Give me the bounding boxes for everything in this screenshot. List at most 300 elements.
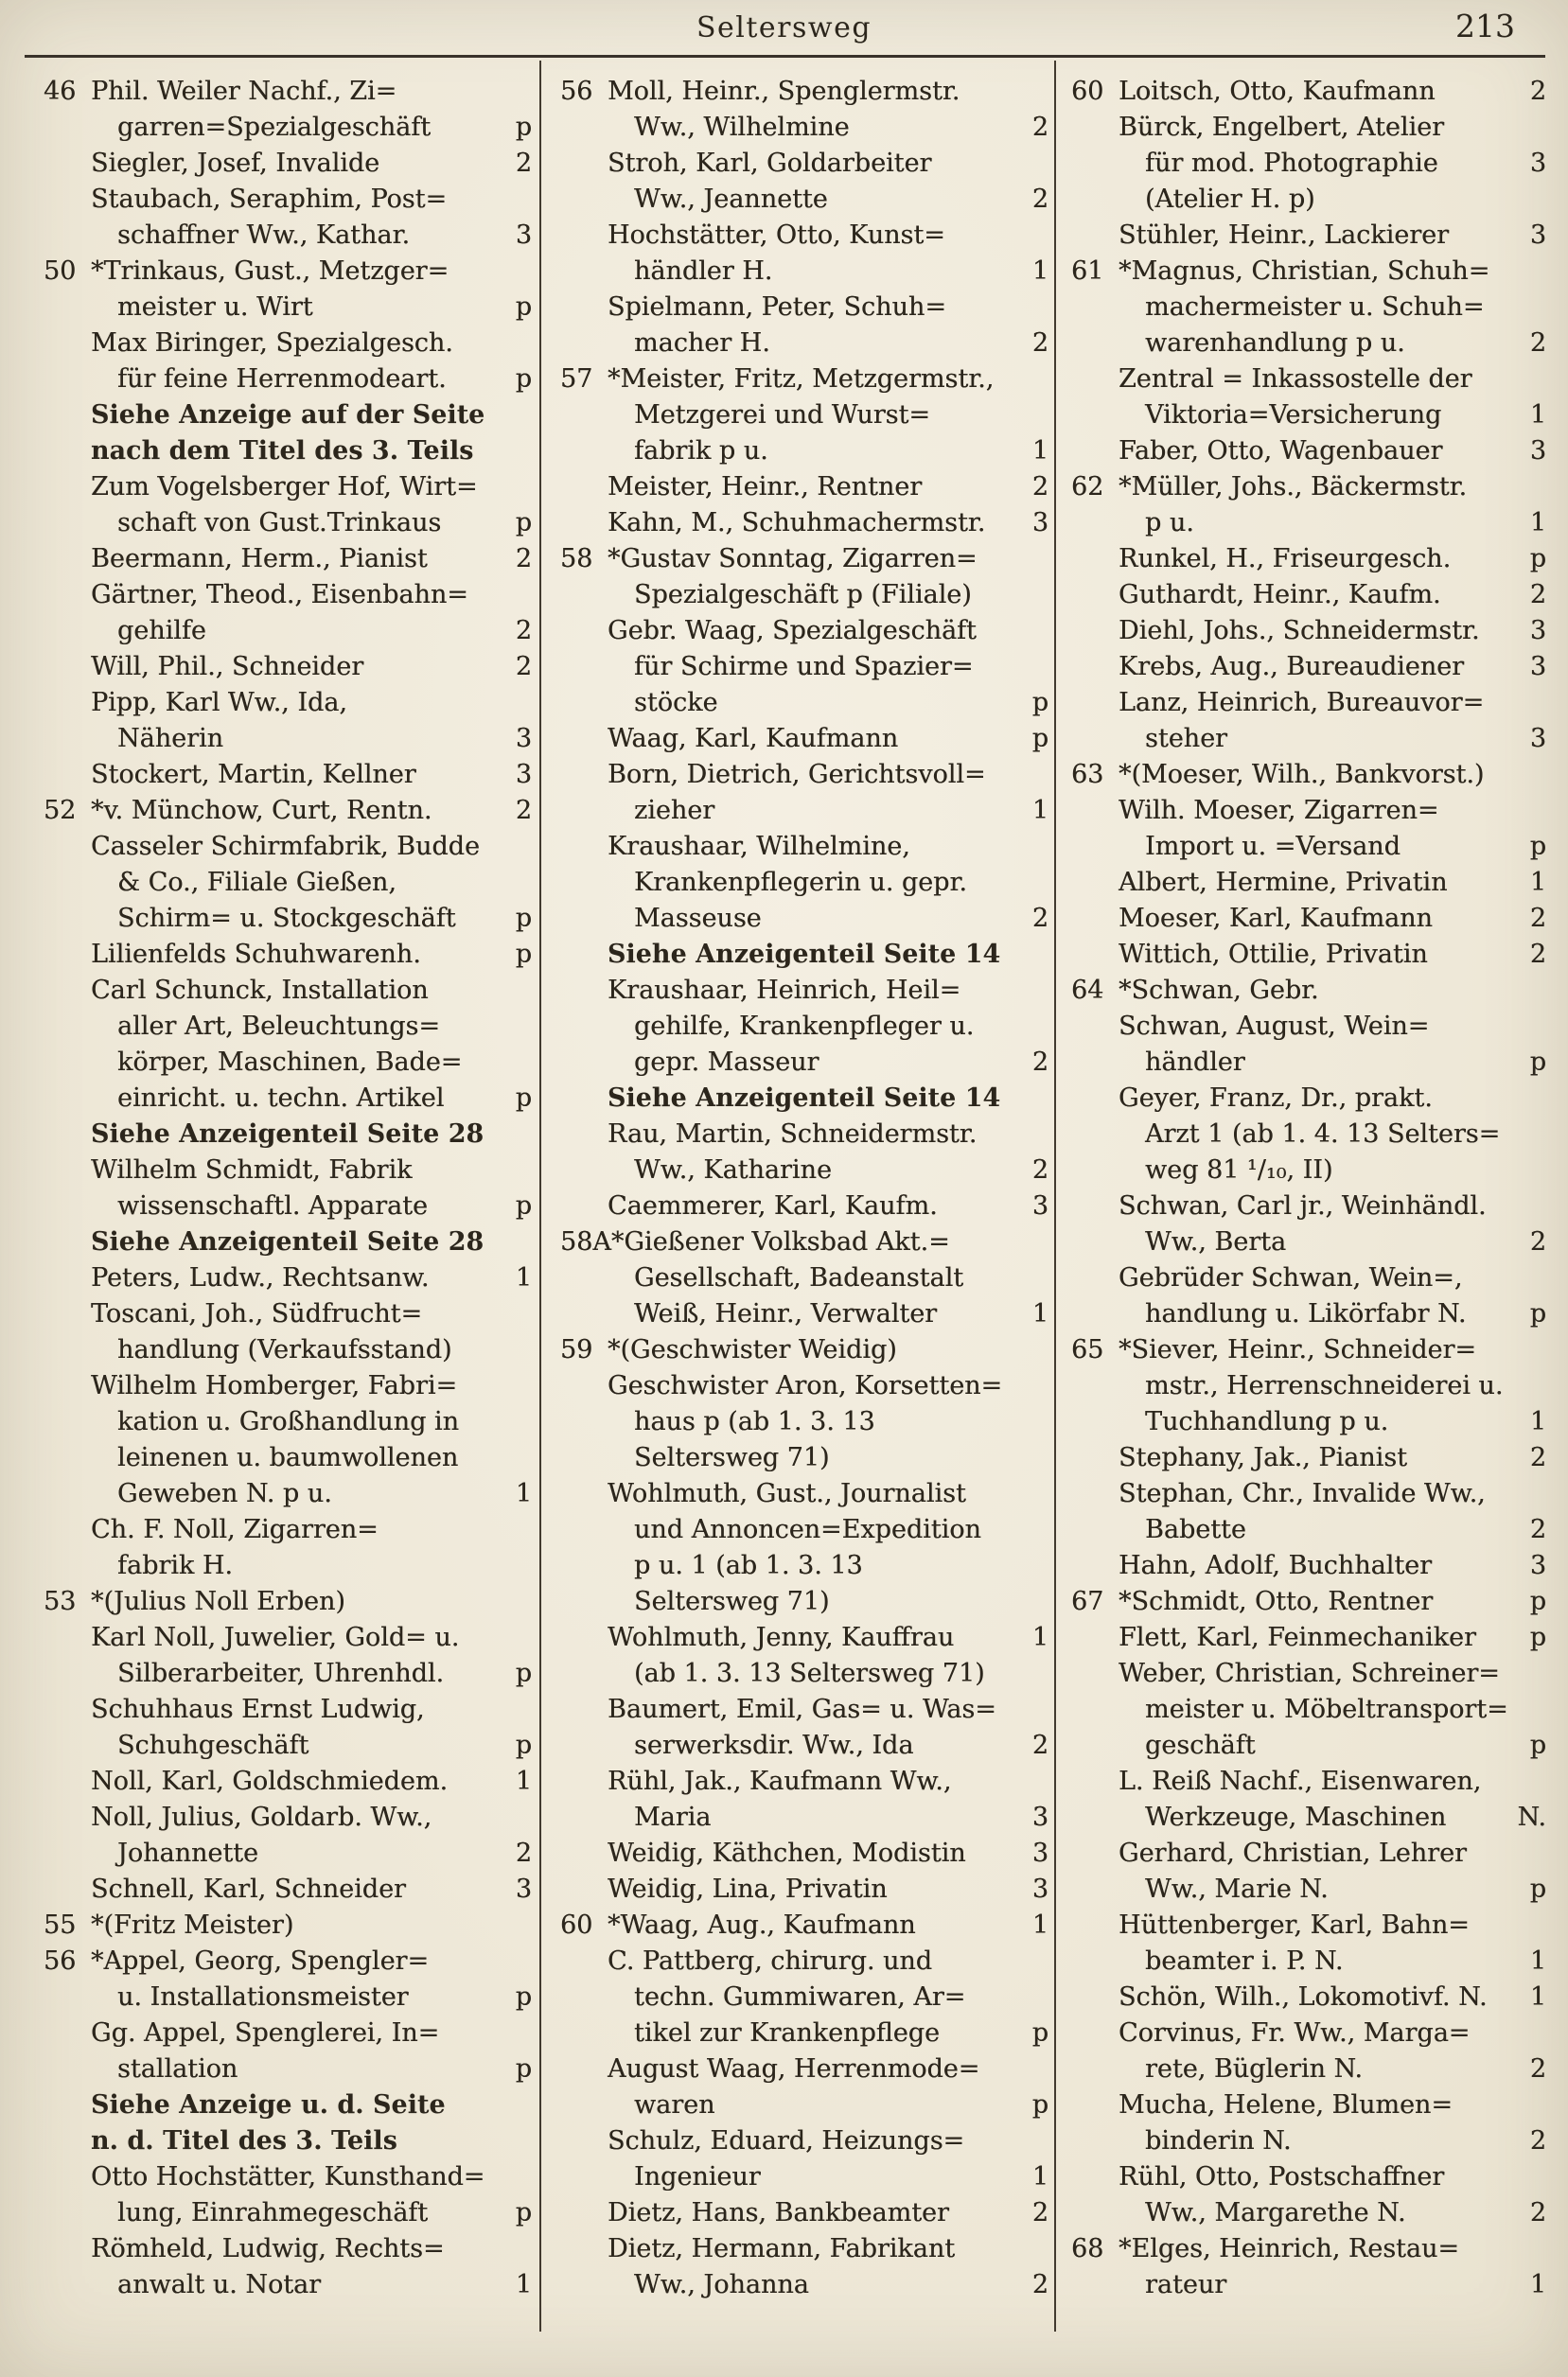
- entry-text: Schirm= u. Stockgeschäft: [117, 904, 456, 933]
- entry-text: körper, Maschinen, Bade=: [117, 1048, 463, 1077]
- house-number: 68: [1071, 2234, 1104, 2263]
- entry-line: [1071, 793, 1546, 829]
- entry-line: [1071, 2123, 1546, 2159]
- entry-line: [560, 218, 1048, 254]
- entry-line: [560, 1332, 1048, 1368]
- entry-line: [560, 1764, 1048, 1800]
- entry-line: [1071, 1584, 1546, 1620]
- floor-indicator: 2: [1529, 2054, 1546, 2084]
- entry-text: *Schwan, Gebr.: [1119, 976, 1319, 1005]
- floor-indicator: 1: [1529, 1407, 1546, 1436]
- entry-text: Stroh, Karl, Goldarbeiter: [608, 149, 932, 178]
- entry-text: Spezialgeschäft p (Filiale): [634, 580, 972, 609]
- house-number: 46: [44, 77, 77, 106]
- entry-text: Hochstätter, Otto, Kunst=: [608, 220, 945, 250]
- house-number: 60: [560, 1910, 593, 1940]
- entry-text: handlung (Verkaufsstand): [117, 1335, 452, 1365]
- entry-text: macher H.: [634, 328, 770, 358]
- entry-line: [1071, 1188, 1546, 1224]
- floor-indicator: p: [1529, 1299, 1546, 1329]
- entry-text: p u. 1 (ab 1. 3. 13: [634, 1551, 863, 1580]
- house-number: 60: [1071, 77, 1104, 106]
- entry-line: [560, 361, 1048, 397]
- floor-indicator: N.: [1517, 1803, 1546, 1832]
- floor-indicator: p: [1031, 724, 1048, 753]
- entry-text: garren=Spezialgeschäft: [117, 113, 432, 142]
- entry-text: Gebr. Waag, Spezialgeschäft: [608, 616, 977, 645]
- entry-text: Siehe Anzeige u. d. Seite: [91, 2090, 446, 2120]
- entry-text: gehilfe, Krankenpfleger u.: [634, 1012, 975, 1041]
- entry-line: [44, 2016, 532, 2051]
- floor-indicator: 3: [1529, 724, 1546, 753]
- entry-line: [1071, 721, 1546, 757]
- entry-line: [44, 613, 532, 649]
- entry-text: gehilfe: [117, 616, 206, 645]
- floor-indicator: 3: [1031, 1803, 1048, 1832]
- entry-text: *Magnus, Christian, Schuh=: [1119, 256, 1490, 286]
- entry-text: Kraushaar, Heinrich, Heil=: [608, 976, 961, 1005]
- entry-text: Schön, Wilh., Lokomotivf. N.: [1119, 1982, 1488, 2012]
- header-rule: [25, 55, 1545, 58]
- entry-text: Weber, Christian, Schreiner=: [1119, 1659, 1500, 1688]
- entry-line: [44, 1584, 532, 1620]
- entry-text: Schwan, August, Wein=: [1119, 1012, 1430, 1041]
- entry-line: [560, 1368, 1048, 1404]
- entry-line: [44, 1476, 532, 1512]
- entry-line: [560, 326, 1048, 361]
- house-number: 50: [44, 256, 77, 286]
- entry-text: Bürck, Engelbert, Atelier: [1119, 113, 1444, 142]
- entry-line: [1071, 2267, 1546, 2303]
- entry-text: gepr. Masseur: [634, 1048, 819, 1077]
- entry-line: [560, 1260, 1048, 1296]
- floor-indicator: 2: [1031, 1155, 1048, 1185]
- entry-line: [560, 541, 1048, 577]
- entry-text: Import u. =Versand: [1145, 832, 1401, 861]
- entry-line: [44, 2195, 532, 2231]
- entry-line: [44, 254, 532, 290]
- house-number: 59: [560, 1335, 593, 1365]
- entry-text: Meister, Heinr., Rentner: [608, 472, 923, 502]
- entry-text: rete, Büglerin N.: [1145, 2054, 1364, 2084]
- entry-line: [1071, 1836, 1546, 1872]
- entry-text: Ww., Berta: [1145, 1227, 1287, 1257]
- entry-line: [44, 1081, 532, 1117]
- floor-indicator: p: [515, 940, 532, 969]
- entry-line: [44, 1045, 532, 1081]
- floor-indicator: p: [1031, 2090, 1048, 2120]
- entry-text: binderin N.: [1145, 2126, 1292, 2156]
- entry-line: [560, 685, 1048, 721]
- house-number: 56: [44, 1946, 77, 1976]
- entry-line: [1071, 685, 1546, 721]
- entry-text: Staubach, Seraphim, Post=: [91, 185, 448, 214]
- entry-line: [44, 469, 532, 505]
- entry-text: Schwan, Carl jr., Weinhändl.: [1119, 1191, 1487, 1221]
- entry-text: Seltersweg 71): [634, 1587, 830, 1616]
- entry-line: [560, 469, 1048, 505]
- advert-reference-line: [560, 937, 1048, 973]
- entry-line: [1071, 1260, 1546, 1296]
- entry-line: [560, 865, 1048, 901]
- floor-indicator: 3: [1529, 220, 1546, 250]
- entry-line: [1071, 757, 1546, 793]
- entry-line: [560, 793, 1048, 829]
- entry-text: schaffner Ww., Kathar.: [117, 220, 411, 250]
- entry-line: [1071, 1476, 1546, 1512]
- floor-indicator: p: [515, 364, 532, 394]
- entry-text: Runkel, H., Friseurgesch.: [1119, 544, 1452, 573]
- entry-line: [1071, 254, 1546, 290]
- entry-text: Stephany, Jak., Pianist: [1119, 1443, 1407, 1472]
- entry-line: [1071, 1045, 1546, 1081]
- entry-line: [44, 1368, 532, 1404]
- floor-indicator: p: [1529, 544, 1546, 573]
- floor-indicator: 2: [1529, 77, 1546, 106]
- entry-text: Viktoria=Versicherung: [1145, 400, 1442, 430]
- entry-line: [44, 110, 532, 146]
- entry-text: Hüttenberger, Karl, Bahn=: [1119, 1910, 1470, 1940]
- entry-line: [560, 1836, 1048, 1872]
- entry-text: Wohlmuth, Gust., Journalist: [608, 1479, 966, 1508]
- entry-text: für feine Herrenmodeart.: [117, 364, 447, 394]
- entry-line: [44, 2159, 532, 2195]
- entry-line: [44, 361, 532, 397]
- entry-line: [560, 1728, 1048, 1764]
- entry-line: [1071, 649, 1546, 685]
- entry-text: & Co., Filiale Gießen,: [117, 868, 396, 897]
- house-number: 56: [560, 77, 593, 106]
- entry-text: Römheld, Ludwig, Rechts=: [91, 2234, 445, 2263]
- entry-line: [560, 2087, 1048, 2123]
- entry-line: [44, 1872, 532, 1908]
- advert-reference-line: [560, 1081, 1048, 1117]
- entry-line: [560, 290, 1048, 326]
- advert-reference-line: [44, 397, 532, 433]
- entry-text: Schuhhaus Ernst Ludwig,: [91, 1695, 425, 1724]
- floor-indicator: 3: [1529, 436, 1546, 466]
- entry-line: [560, 505, 1048, 541]
- entry-line: [44, 793, 532, 829]
- floor-indicator: p: [1031, 688, 1048, 717]
- entry-text: mstr., Herrenschneiderei u.: [1145, 1371, 1504, 1400]
- entry-line: [1071, 146, 1546, 182]
- advert-reference-line: [44, 433, 532, 469]
- entry-text: Phil. Weiler Nachf., Zi=: [91, 77, 397, 106]
- entry-text: stallation: [117, 2054, 238, 2084]
- floor-indicator: 1: [1529, 1982, 1546, 2012]
- entry-line: [560, 74, 1048, 110]
- entry-line: [44, 1332, 532, 1368]
- entry-text: Toscani, Joh., Südfrucht=: [91, 1299, 423, 1329]
- entry-text: *Gustav Sonntag, Zigarren=: [608, 544, 978, 573]
- floor-indicator: p: [515, 1659, 532, 1688]
- floor-indicator: p: [515, 1982, 532, 2012]
- entry-line: [44, 1836, 532, 1872]
- floor-indicator: 1: [1031, 1910, 1048, 1940]
- entry-text: Stühler, Heinr., Lackierer: [1119, 220, 1449, 250]
- floor-indicator: 2: [1031, 185, 1048, 214]
- entry-text: Lanz, Heinrich, Bureauvor=: [1119, 688, 1485, 717]
- entry-line: [1071, 110, 1546, 146]
- entry-text: Wilh. Moeser, Zigarren=: [1119, 796, 1439, 825]
- entry-text: geschäft: [1145, 1731, 1256, 1760]
- entry-line: [44, 1512, 532, 1548]
- entry-line: [560, 1117, 1048, 1153]
- entry-line: [1071, 1081, 1546, 1117]
- entry-line: [560, 182, 1048, 218]
- floor-indicator: 2: [1031, 2198, 1048, 2227]
- floor-indicator: 2: [1529, 940, 1546, 969]
- entry-text: Arzt 1 (ab 1. 4. 13 Selters=: [1145, 1119, 1501, 1149]
- entry-line: [1071, 433, 1546, 469]
- entry-text: Gerhard, Christian, Lehrer: [1119, 1839, 1467, 1868]
- entry-line: [44, 865, 532, 901]
- entry-line: [560, 1404, 1048, 1440]
- floor-indicator: 2: [1529, 904, 1546, 933]
- entry-text: Werkzeuge, Maschinen: [1145, 1803, 1447, 1832]
- floor-indicator: 2: [1529, 1227, 1546, 1257]
- floor-indicator: p: [515, 1191, 532, 1221]
- entry-text: Gebrüder Schwan, Wein=,: [1119, 1263, 1463, 1293]
- entry-line: [1071, 1512, 1546, 1548]
- entry-text: (Atelier H. p): [1145, 185, 1315, 214]
- entry-line: [1071, 1872, 1546, 1908]
- entry-text: Diehl, Johs., Schneidermstr.: [1119, 616, 1480, 645]
- entry-text: Baumert, Emil, Gas= u. Was=: [608, 1695, 996, 1724]
- entry-text: Ww., Jeannette: [634, 185, 828, 214]
- floor-indicator: 2: [515, 616, 532, 645]
- entry-text: Silberarbeiter, Uhrenhdl.: [117, 1659, 445, 1688]
- entry-text: Mucha, Helene, Blumen=: [1119, 2090, 1453, 2120]
- entry-text: Peters, Ludw., Rechtsanw.: [91, 1263, 430, 1293]
- entry-line: [44, 577, 532, 613]
- entry-text: Otto Hochstätter, Kunsthand=: [91, 2162, 485, 2192]
- entry-text: Ww., Marie N.: [1145, 1875, 1329, 1904]
- entry-line: [44, 218, 532, 254]
- entry-line: [560, 721, 1048, 757]
- entry-text: warenhandlung p u.: [1145, 328, 1405, 358]
- entry-line: [560, 2231, 1048, 2267]
- entry-line: [1071, 2159, 1546, 2195]
- entry-text: aller Art, Beleuchtungs=: [117, 1012, 440, 1041]
- house-number: 63: [1071, 760, 1104, 789]
- entry-text: Faber, Otto, Wagenbauer: [1119, 436, 1443, 466]
- floor-indicator: 1: [1529, 508, 1546, 537]
- entry-text: Moll, Heinr., Spenglermstr.: [608, 77, 960, 106]
- entry-line: [1071, 1440, 1546, 1476]
- entry-text: Gesellschaft, Badeanstalt: [634, 1263, 964, 1293]
- entry-line: [1071, 1368, 1546, 1404]
- entry-line: [560, 1440, 1048, 1476]
- entry-text: Ww., Wilhelmine: [634, 113, 850, 142]
- entry-line: [1071, 361, 1546, 397]
- entry-line: [560, 1548, 1048, 1584]
- entry-line: [560, 2123, 1048, 2159]
- entry-line: [1071, 1692, 1546, 1728]
- entry-line: [1071, 1117, 1546, 1153]
- entry-text: Stockert, Martin, Kellner: [91, 760, 416, 789]
- entry-line: [1071, 1620, 1546, 1656]
- entry-text: Waag, Karl, Kaufmann: [608, 724, 899, 753]
- entry-line: [1071, 2051, 1546, 2087]
- entry-text: Will, Phil., Schneider: [91, 652, 364, 681]
- house-number: 52: [44, 796, 77, 825]
- entry-text: Pipp, Karl Ww., Ida,: [91, 688, 347, 717]
- entry-line: [1071, 1548, 1546, 1584]
- floor-indicator: 1: [515, 1767, 532, 1796]
- floor-indicator: 2: [515, 544, 532, 573]
- floor-indicator: 2: [1529, 1515, 1546, 1544]
- entry-line: [1071, 1404, 1546, 1440]
- entry-text: händler: [1145, 1048, 1245, 1077]
- entry-line: [560, 2195, 1048, 2231]
- house-number: 65: [1071, 1335, 1104, 1365]
- entry-text: Ch. F. Noll, Zigarren=: [91, 1515, 379, 1544]
- floor-indicator: 1: [1529, 1946, 1546, 1976]
- entry-text: Ww., Johanna: [634, 2270, 809, 2299]
- entry-line: [44, 1656, 532, 1692]
- entry-text: Karl Noll, Juwelier, Gold= u.: [91, 1623, 460, 1652]
- entry-text: steher: [1145, 724, 1227, 753]
- entry-text: Geyer, Franz, Dr., prakt.: [1119, 1083, 1433, 1113]
- entry-text: Noll, Julius, Goldarb. Ww.,: [91, 1803, 432, 1832]
- entry-text: Maria: [634, 1803, 712, 1832]
- entry-text: *Meister, Fritz, Metzgermstr.,: [608, 364, 995, 394]
- entry-text: Siehe Anzeigenteil Seite 14: [608, 940, 1001, 969]
- entry-text: Näherin: [117, 724, 224, 753]
- entry-line: [560, 2051, 1048, 2087]
- entry-text: leinenen u. baumwollenen: [117, 1443, 459, 1472]
- entry-text: Wilhelm Homberger, Fabri=: [91, 1371, 458, 1400]
- floor-indicator: p: [1529, 832, 1546, 861]
- entry-line: [44, 1764, 532, 1800]
- floor-indicator: 3: [1031, 1839, 1048, 1868]
- floor-indicator: p: [515, 1731, 532, 1760]
- entry-text: *Siever, Heinr., Schneider=: [1119, 1335, 1476, 1365]
- entry-line: [44, 757, 532, 793]
- entry-text: *(Julius Noll Erben): [91, 1587, 345, 1616]
- advert-reference-line: [44, 2087, 532, 2123]
- floor-indicator: 1: [1031, 256, 1048, 286]
- entry-line: [1071, 1800, 1546, 1836]
- entry-line: [560, 397, 1048, 433]
- entry-text: Flett, Karl, Feinmechaniker: [1119, 1623, 1476, 1652]
- entry-text: händler H.: [634, 256, 773, 286]
- entry-line: [44, 721, 532, 757]
- entry-line: [560, 1692, 1048, 1728]
- entry-line: [1071, 1656, 1546, 1692]
- house-number: 58: [560, 544, 593, 573]
- entry-text: u. Installationsmeister: [117, 1982, 409, 2012]
- entry-text: Kraushaar, Wilhelmine,: [608, 832, 910, 861]
- entry-text: lung, Einrahmegeschäft: [117, 2198, 429, 2227]
- entry-text: wissenschaftl. Apparate: [117, 1191, 428, 1221]
- entry-text: Seltersweg 71): [634, 1443, 830, 1472]
- entry-text: serwerksdir. Ww., Ida: [634, 1731, 914, 1760]
- entry-text: Guthardt, Heinr., Kaufm.: [1119, 580, 1441, 609]
- floor-indicator: 1: [1529, 868, 1546, 897]
- entry-text: Geschwister Aron, Korsetten=: [608, 1371, 1003, 1400]
- floor-indicator: p: [1529, 1623, 1546, 1652]
- entry-line: [560, 110, 1048, 146]
- floor-indicator: 2: [1031, 904, 1048, 933]
- entry-text: Lilienfelds Schuhwarenh.: [91, 940, 421, 969]
- entry-line: [44, 829, 532, 865]
- floor-indicator: p: [1031, 2018, 1048, 2048]
- entry-text: Dietz, Hans, Bankbeamter: [608, 2198, 949, 2227]
- entry-line: [1071, 2231, 1546, 2267]
- entry-line: [44, 1548, 532, 1584]
- floor-indicator: 2: [1529, 328, 1546, 358]
- entry-text: Ww., Margarethe N.: [1145, 2198, 1406, 2227]
- house-number: 53: [44, 1587, 77, 1616]
- entry-text: nach dem Titel des 3. Teils: [91, 436, 474, 466]
- entry-line: [1071, 218, 1546, 254]
- entry-line: [560, 1656, 1048, 1692]
- floor-indicator: 2: [515, 1839, 532, 1868]
- floor-indicator: 1: [1031, 2162, 1048, 2192]
- floor-indicator: p: [1529, 1048, 1546, 1077]
- entry-text: Geweben N. p u.: [117, 1479, 332, 1508]
- floor-indicator: 2: [1529, 1443, 1546, 1472]
- floor-indicator: 3: [515, 724, 532, 753]
- entry-line: [1071, 469, 1546, 505]
- entry-line: [560, 1512, 1048, 1548]
- floor-indicator: 3: [1529, 149, 1546, 178]
- entry-text: Gg. Appel, Spenglerei, In=: [91, 2018, 440, 2048]
- entry-line: [44, 326, 532, 361]
- entry-line: [560, 1296, 1048, 1332]
- directory-column-right: [1071, 74, 1546, 2303]
- entry-line: [560, 2267, 1048, 2303]
- entry-line: [44, 2051, 532, 2087]
- entry-text: Loitsch, Otto, Kaufmann: [1119, 77, 1436, 106]
- entry-text: haus p (ab 1. 3. 13: [634, 1407, 875, 1436]
- floor-indicator: p: [515, 292, 532, 322]
- entry-line: [44, 1800, 532, 1836]
- entry-line: [560, 1188, 1048, 1224]
- entry-line: [44, 2267, 532, 2303]
- entry-line: [560, 433, 1048, 469]
- entry-text: für mod. Photographie: [1145, 149, 1438, 178]
- entry-text: *Gießener Volksbad Akt.=: [610, 1227, 950, 1257]
- entry-line: [44, 2231, 532, 2267]
- floor-indicator: 3: [1529, 652, 1546, 681]
- entry-line: [44, 1296, 532, 1332]
- floor-indicator: 2: [1031, 113, 1048, 142]
- entry-text: Gärtner, Theod., Eisenbahn=: [91, 580, 468, 609]
- advert-reference-line: [44, 1117, 532, 1153]
- floor-indicator: 2: [1031, 472, 1048, 502]
- entry-text: Tuchhandlung p u.: [1145, 1407, 1389, 1436]
- entry-text: für Schirme und Spazier=: [634, 652, 974, 681]
- house-number: 55: [44, 1910, 77, 1940]
- entry-line: [1071, 1764, 1546, 1800]
- entry-line: [560, 1620, 1048, 1656]
- entry-line: [1071, 901, 1546, 937]
- entry-line: [44, 505, 532, 541]
- entry-text: *(Moeser, Wilh., Bankvorst.): [1119, 760, 1485, 789]
- entry-line: [1071, 2195, 1546, 2231]
- floor-indicator: 2: [1031, 1731, 1048, 1760]
- house-number: 58A: [560, 1227, 611, 1257]
- entry-line: [1071, 613, 1546, 649]
- entry-text: (ab 1. 3. 13 Seltersweg 71): [634, 1659, 985, 1688]
- floor-indicator: 3: [1031, 508, 1048, 537]
- entry-line: [44, 1404, 532, 1440]
- floor-indicator: 2: [1529, 2126, 1546, 2156]
